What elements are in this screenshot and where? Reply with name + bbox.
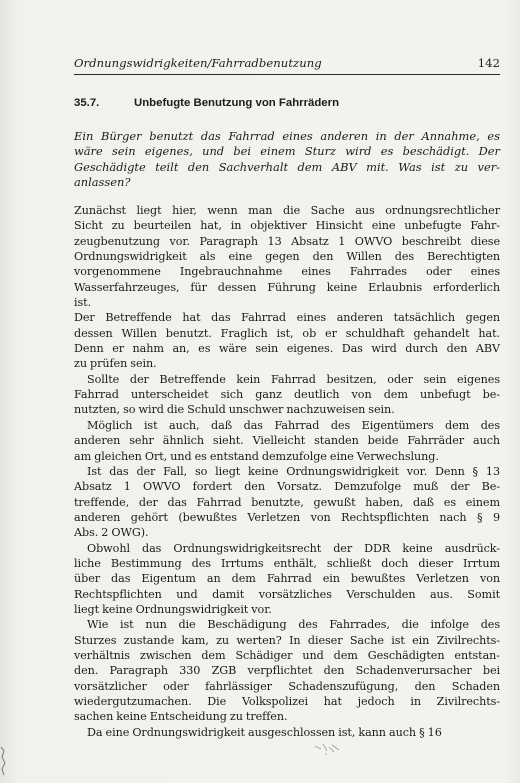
answer-line: Da eine Ordnungswidrigkeit ausgeschlossen ist, kann auch § 16	[87, 725, 442, 739]
case-answer	[74, 203, 500, 740]
answer-line: liegt keine Ordnungswidrigkeit vor.	[74, 602, 272, 616]
page-number: 142	[477, 56, 500, 70]
answer-line: zeugbenutzung vor. Paragraph 13 Absatz 1 OWVO beschreibt diese	[74, 234, 500, 248]
answer-line: nutzten, so wird die Schuld unschwer nachzuweisen sein.	[74, 403, 395, 417]
answer-line: zu prüfen sein.	[74, 357, 157, 371]
answer-line: Abs. 2 OWG).	[74, 526, 149, 540]
answer-line: Fahrrad unterscheidet sich ganz deutlich von dem unbefugt be-	[74, 388, 500, 402]
question-line: wäre sein eigenes, und bei einem Sturz wird es beschädigt. Der	[74, 144, 500, 159]
answer-line: liche Bestimmung des Irrtums enthält, schließt doch dieser Irrtum	[74, 556, 500, 570]
page-edge-mark	[0, 745, 8, 779]
question-line: Geschädigte teilt den Sachverhalt dem ABV mit. Was ist zu ver-	[74, 159, 500, 174]
section-number: 35.7.	[74, 97, 100, 109]
question-line: anlassen?	[74, 175, 131, 190]
answer-line: wiedergutzumachen. Die Volkspolizei hat jedoch in Zivilrechts-	[74, 695, 500, 708]
answer-line: Rechtspflichten und damit vorsätzliches Verschulden aus. Somit	[74, 587, 500, 601]
answer-line: den. Paragraph 330 ZGB verpflichtet den Schadenverursacher bei	[74, 664, 500, 678]
section-heading	[74, 97, 500, 109]
answer-line: Wie ist nun die Beschädigung des Fahrrades, die infolge des	[87, 618, 500, 632]
running-header	[74, 54, 500, 75]
answer-line: Ist das der Fall, so liegt keine Ordnungswidrigkeit vor. Denn § 13	[87, 464, 500, 478]
answer-line: Ordnungswidrigkeit als eine gegen den Willen des Berechtigten	[74, 250, 500, 264]
answer-line: treffende, der das Fahrrad benutzte, gewußt haben, daß es einem	[74, 495, 500, 509]
answer-line: vorsätzlicher oder fahrlässiger Schadenszufügung, den Schaden	[74, 679, 500, 693]
answer-line: anderen sehr ähnlich sieht. Vielleicht standen beide Fahrräder auch	[74, 434, 500, 448]
answer-line: Der Betreffende hat das Fahrrad eines anderen tatsächlich gegen	[74, 311, 500, 325]
answer-line: Sturzes zustande kam, zu werten? In dieser Sache ist ein Zivilrechts-	[74, 633, 500, 647]
answer-line: Zunächst liegt hier, wenn man die Sache aus ordnungsrechtlicher	[74, 204, 500, 217]
running-title: Ordnungswidrigkeiten/Fahrradbenutzung	[74, 56, 322, 70]
answer-line: Möglich ist auch, daß das Fahrrad des Eigentümers dem des	[87, 418, 500, 432]
answer-line: über das Eigentum an dem Fahrrad ein bewußtes Verletzen von	[74, 572, 500, 586]
answer-line: Wasserfahrzeuges, für dessen Führung keine Erlaubnis erforderlich	[74, 280, 500, 294]
answer-line: Denn er nahm an, es wäre sein eigenes. Das wird durch den ABV	[74, 342, 500, 356]
answer-line: Sollte der Betreffende kein Fahrrad besitzen, oder sein eigenes	[87, 372, 500, 386]
answer-line: Obwohl das Ordnungswidrigkeitsrecht der DDR keine ausdrück-	[87, 541, 500, 555]
answer-line: Absatz 1 OWVO fordert den Vorsatz. Demzufolge muß der Be-	[74, 480, 500, 494]
answer-line: Sicht zu beurteilen hat, in objektiver Hinsicht eine unbefugte Fahr-	[74, 219, 500, 233]
ink-smudge	[312, 740, 342, 758]
answer-line: am gleichen Ort, und es entstand demzufolge eine Verwechslung.	[74, 449, 439, 463]
question-line: Ein Bürger benutzt das Fahrrad eines anderen in der Annahme, es	[74, 129, 500, 143]
answer-line: vorgenommene Ingebrauchnahme eines Fahrrades oder eines	[74, 265, 500, 279]
answer-line: ist.	[74, 296, 92, 310]
case-question	[74, 129, 500, 190]
answer-line: anderen gehört (bewußtes Verletzen von Rechtspflichten nach § 9	[74, 510, 500, 524]
answer-line: dessen Willen benutzt. Fraglich ist, ob er schuldhaft gehandelt hat.	[74, 326, 500, 340]
answer-line: verhältnis zwischen dem Schädiger und dem Geschädigten entstan-	[74, 648, 500, 662]
section-title: Unbefugte Benutzung von Fahrrädern	[134, 97, 340, 109]
answer-line: sachen keine Entscheidung zu treffen.	[74, 710, 288, 724]
